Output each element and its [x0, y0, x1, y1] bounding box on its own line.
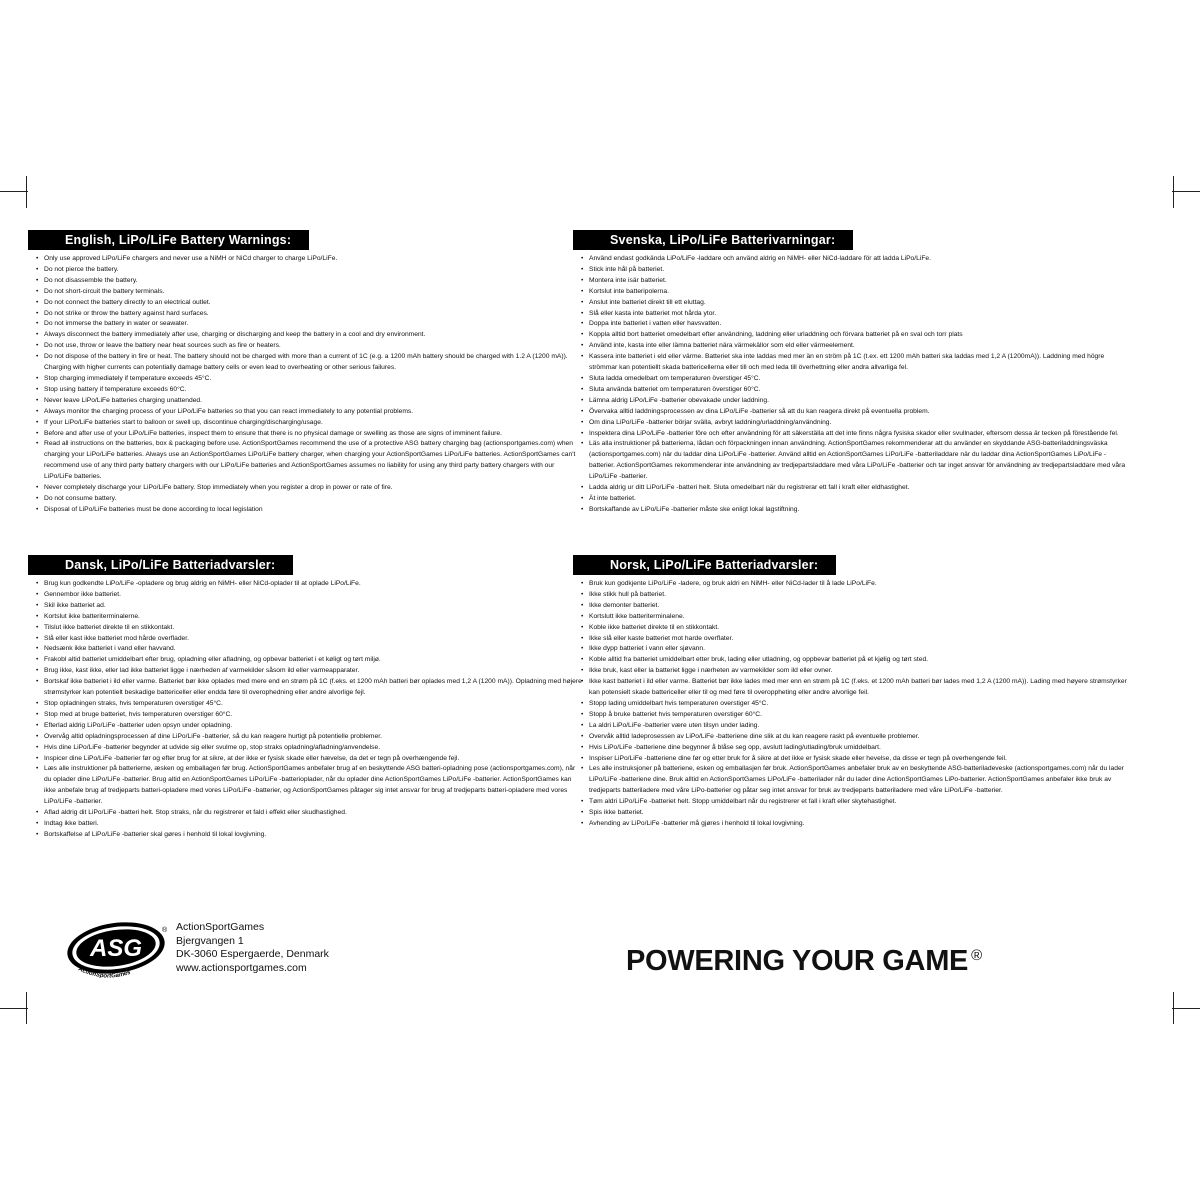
warning-item: • Bortskaf ikke batteriet i ild eller varme. Batteriet bør ikke oplades med mere end en strøm på 1C (f.eks. et 1200 mAh batteri bør oplades med 1,2 A (1200 mA)). Opladning med højere strømstyrker kan potentielt beskadige battericeller eller endda føre til overophedning eller andre alvorlige fejl. [36, 677, 583, 699]
warning-item: • Sluta använda batteriet om temperaturen överstiger 60°C. [581, 385, 1128, 396]
warning-item: • Nedsænk ikke batteriet i vand eller havvand. [36, 644, 583, 655]
warning-item: • Inspicer dine LiPo/LiFe -batterier før og efter brug for at sikre, at der ikke er fysisk skade eller hævelse, da det er tegn på overhængende fejl. [36, 754, 583, 765]
warning-item: • Stop med at bruge batteriet, hvis temperaturen overstiger 60°C. [36, 710, 583, 721]
warning-item: • Inspektera dina LiPo/LiFe -batterier före och efter användning för att säkerställa att det inte finns några fysiska skador eller svullnader, eftersom dessa är tecken på förestående fel. [581, 429, 1128, 440]
warning-item: • Ikke demonter batteriet. [581, 601, 1128, 612]
warning-item: • Bruk kun godkjente LiPo/LiFe -ladere, og bruk aldri en NiMH- eller NiCd-lader til å lade LiPo/LiFe. [581, 579, 1128, 590]
website-link[interactable]: www.actionsportgames.com [176, 961, 307, 974]
warning-item: • Skil ikke batteriet ad. [36, 601, 583, 612]
company-name: ActionSportGames [176, 921, 265, 933]
warning-item: • Les alle instruksjoner på batteriene, esken og emballasjen før bruk. ActionSportGames anbefaler bruk av en beskyttende ASG-batteriladeveske (actionsportgames.com) når du lader LiPo/LiFe -batteriene dine. Bruk alltid en ActionSportGames LiPo/LiFe -batterilader når du lader dine ActionSportGames LiPo-batterier. ActionSportGames anbefaler ikke bruk av tredjeparts batteriladere med våre LiPo-batterier og påtar seg intet ansvar for bruk av tredjeparts batteriladere med våre LiPo/LiFe -batterier. [581, 764, 1128, 797]
warning-list [573, 254, 1128, 516]
warning-item: • Brug kun godkendte LiPo/LiFe -opladere og brug aldrig en NiMH- eller NiCd-oplader til at oplade LiPo/LiFe. [36, 579, 583, 590]
warning-item: • Slå eller kasta inte batteriet mot hårda ytor. [581, 309, 1128, 320]
warning-item: • Stopp lading umiddelbart hvis temperaturen overstiger 45°C. [581, 699, 1128, 710]
asg-logo [64, 918, 170, 978]
warning-item: • Do not connect the battery directly to an electrical outlet. [36, 298, 583, 309]
warning-item: • Montera inte isär batteriet. [581, 276, 1128, 287]
warning-item: • Tøm aldri LiPo/LiFe -batteriet helt. Stopp umiddelbart når du registrerer et fall i kraft eller skytehastighet. [581, 797, 1128, 808]
crop-mark [0, 191, 28, 192]
warning-item: • Do not immerse the battery in water or seawater. [36, 319, 583, 330]
section-title: Svenska, LiPo/LiFe Batterivarningar: [573, 230, 853, 250]
warning-item: • Stick inte hål på batteriet. [581, 265, 1128, 276]
section-title: English, LiPo/LiFe Battery Warnings: [28, 230, 309, 250]
warning-item: • Efterlad aldrig LiPo/LiFe -batterier uden opsyn under opladning. [36, 721, 583, 732]
warning-item: • Ikke kast batteriet i ild eller varme. Batteriet bør ikke lades med mer enn en strøm på 1C (f.eks. et 1200 mAh batteri bør lades med 1,2 A (1200 mA)). Lading med høyere strømstyrker kan potensielt skade battericeller eller til og med føre til overoppheting eller andre alvorlige feil. [581, 677, 1128, 699]
warning-item: • Ikke stikk hull på batteriet. [581, 590, 1128, 601]
section-title: Norsk, LiPo/LiFe Batteriadvarsler: [573, 555, 836, 575]
warning-item: • Doppa inte batteriet i vatten eller havsvatten. [581, 319, 1128, 330]
crop-mark [0, 1008, 28, 1009]
warning-item: • Spis ikke batteriet. [581, 808, 1128, 819]
warning-item: • Do not disassemble the battery. [36, 276, 583, 287]
warning-item: • Avhending av LiPo/LiFe -batterier må gjøres i henhold til lokal lovgivning. [581, 819, 1128, 830]
company-address [176, 921, 329, 975]
warning-item: • Koble alltid fra batteriet umiddelbart etter bruk, lading eller utladning, og oppbevar batteriet på et kjølig og tørt sted. [581, 655, 1128, 666]
warning-item: • Read all instructions on the batteries, box & packaging before use. ActionSportGames recommend the use of a protective ASG battery charging bag (actionsportgames.com) when charging your LiPo/LiFe batteries. Always use an ActionSportGames LiPo/LiFe battery charger, when charging your ActionSportGames LiPo/LiFe batteries. ActionSportGames can't recommend use of any third party battery chargers with our LiPo/LiFe batteries and ActionSportGames assumes no liability for using any third party battery chargers with our LiPo/LiFe batteries. [36, 439, 583, 483]
warning-item: • Never completely discharge your LiPo/LiFe battery. Stop immediately when you register a drop in power or rate of fire. [36, 483, 583, 494]
warning-item: • Slå eller kast ikke batteriet mod hårde overflader. [36, 634, 583, 645]
warning-item: • Bortskaffelse af LiPo/LiFe -batterier skal gøres i henhold til lokal lovgivning. [36, 830, 583, 841]
warning-item: • Koppla alltid bort batteriet omedelbart efter användning, laddning eller urladdning och förvara batteriet på en sval och torr plats [581, 330, 1128, 341]
warning-item: • Do not short-circuit the battery terminals. [36, 287, 583, 298]
warning-list [28, 579, 583, 841]
warning-item: • Do not dispose of the battery in fire or heat. The battery should not be charged with more than a current of 1C (e.g. a 1200 mAh battery should be charged with 1.2 A (1200 mA)). Charging with higher currents can potentially damage battery cells or even lead to overheating or other serious failures. [36, 352, 583, 374]
warning-item: • Ladda aldrig ur ditt LiPo/LiFe -batteri helt. Sluta omedelbart när du registrerar ett fall i kraft eller eldhastighet. [581, 483, 1128, 494]
warning-item: • Bortskaffande av LiPo/LiFe -batterier måste ske enligt lokal lagstiftning. [581, 505, 1128, 516]
tagline [626, 945, 982, 978]
warning-item: • Kortslutt ikke batteriterminalene. [581, 612, 1128, 623]
warning-item: • Använd inte, kasta inte eller lämna batteriet nära värmekällor som eld eller värmeelement. [581, 341, 1128, 352]
warning-item: • Indtag ikke batteri. [36, 819, 583, 830]
warning-item: • Ikke bruk, kast eller la batteriet ligge i nærheten av varmekilder som ild eller ovner. [581, 666, 1128, 677]
tagline-text: POWERING YOUR GAME [626, 945, 969, 977]
warning-item: • Stop opladningen straks, hvis temperaturen overstiger 45°C. [36, 699, 583, 710]
warning-item: • Ät inte batteriet. [581, 494, 1128, 505]
warning-item: • Använd endast godkända LiPo/LiFe -laddare och använd aldrig en NiMH- eller NiCd-laddare för att ladda LiPo/LiFe. [581, 254, 1128, 265]
warning-item: • Tilslut ikke batteriet direkte til en stikkontakt. [36, 623, 583, 634]
warning-item: • Lämna aldrig LiPo/LiFe -batterier obevakade under laddning. [581, 396, 1128, 407]
tagline-reg-mark: ® [971, 947, 982, 964]
warning-item: • Never leave LiPo/LiFe batteries charging unattended. [36, 396, 583, 407]
warning-item: • Stopp å bruke batteriet hvis temperaturen overstiger 60°C. [581, 710, 1128, 721]
warning-item: • Do not strike or throw the battery against hard surfaces. [36, 309, 583, 320]
warning-list [28, 254, 583, 516]
warning-item: • Overvåk alltid ladeprosessen av LiPo/LiFe -batteriene dine slik at du kan reagere raskt på eventuelle problemer. [581, 732, 1128, 743]
warning-item: • Overvåg altid opladningsprocessen af dine LiPo/LiFe -batterier, så du kan reagere hurtigt på potentielle problemer. [36, 732, 583, 743]
warning-item: • Läs alla instruktioner på batterierna, lådan och förpackningen innan användning. ActionSportGames rekommenderar att du använder en skyddande ASG-batteriladdningsväska (actionsportgames.com) när du laddar dina LiPo/LiFe -batterier. Använd alltid en ActionSportGames LiPo/LiFe -batteriladdare när du laddar dina ActionSportGames LiPo/LiFe -batterier. ActionSportGames rekommenderar inte användning av tredjepartsladdare med våra LiPo/LiFe -batterier och tar inget ansvar för användning av tredjepartsladdare med våra LiPo/LiFe -batterier. [581, 439, 1128, 483]
warning-item: • Kortslut inte batteripolerna. [581, 287, 1128, 298]
warning-item: • If your LiPo/LiFe batteries start to balloon or swell up, discontinue charging/discharging/usage. [36, 418, 583, 429]
warning-list [573, 579, 1128, 830]
warning-item: • Stop using battery if temperature exceeds 60°C. [36, 385, 583, 396]
crop-mark [1172, 1008, 1200, 1009]
warning-item: • Do not use, throw or leave the battery near heat sources such as fire or heaters. [36, 341, 583, 352]
logo-text: ASG [89, 935, 143, 962]
warning-item: • Do not consume battery. [36, 494, 583, 505]
warning-item: • Inspiser LiPo/LiFe -batteriene dine før og etter bruk for å sikre at det ikke er fysisk skade eller hevelse, da disse er tegn på overhengende feil. [581, 754, 1128, 765]
warning-item: • Övervaka alltid laddningsprocessen av dina LiPo/LiFe -batterier så att du kan reagera direkt på eventuella problem. [581, 407, 1128, 418]
warning-item: • Always monitor the charging process of your LiPo/LiFe batteries so that you can react immediately to any potential problems. [36, 407, 583, 418]
logo-reg-mark: ® [162, 927, 168, 934]
warning-item: • Only use approved LiPo/LiFe chargers and never use a NiMH or NiCd charger to charge LiPo/LiFe. [36, 254, 583, 265]
section-norwegian [573, 555, 1128, 830]
warning-item: • Hvis LiPo/LiFe -batteriene dine begynner å blåse seg opp, avslutt lading/utlading/bruk umiddelbart. [581, 743, 1128, 754]
warning-item: • Gennembor ikke batteriet. [36, 590, 583, 601]
warning-item: • Læs alle instruktioner på batterierne, æsken og emballagen før brug. ActionSportGames anbefaler brug af en beskyttende ASG batteri-opladning pose (actionsportgames.com), når du oplader dine LiPo/LiFe -batterier. Brug altid en ActionSportGames LiPo/LiFe -batterioplader, når du oplader dine ActionSportGames LiPo/LiFe -batterier. ActionSportGames kan ikke anbefale brug af tredjeparts batteri-opladere med vores LiPo/LiFe -batterier, og ActionSportGames påtager sig intet ansvar for brug af tredjeparts batteri-opladere med vores LiPo/LiFe -batterier. [36, 764, 583, 808]
warning-item: • Sluta ladda omedelbart om temperaturen överstiger 45°C. [581, 374, 1128, 385]
warning-item: • La aldri LiPo/LiFe -batterier være uten tilsyn under lading. [581, 721, 1128, 732]
warning-item: • Disposal of LiPo/LiFe batteries must be done according to local legislation [36, 505, 583, 516]
warning-item: • Kortslut ikke batteriterminalerne. [36, 612, 583, 623]
crop-mark [26, 176, 27, 208]
warning-item: • Ikke dypp batteriet i vann eller sjøvann. [581, 644, 1128, 655]
warning-item: • Always disconnect the battery immediately after use, charging or discharging and keep the battery in a cool and dry environment. [36, 330, 583, 341]
warning-item: • Koble ikke batteriet direkte til en stikkontakt. [581, 623, 1128, 634]
warning-item: • Do not pierce the battery. [36, 265, 583, 276]
section-title: Dansk, LiPo/LiFe Batteriadvarsler: [28, 555, 293, 575]
warning-item: • Om dina LiPo/LiFe -batterier börjar svälla, avbryt laddning/urladdning/användning. [581, 418, 1128, 429]
warning-item: • Brug ikke, kast ikke, eller lad ikke batteriet ligge i nærheden af varmekilder såsom ild eller varmeapparater. [36, 666, 583, 677]
warning-item: • Hvis dine LiPo/LiFe -batterier begynder at udvide sig eller svulme op, stop straks opladning/afladning/anvendelse. [36, 743, 583, 754]
section-swedish [573, 230, 1128, 516]
section-danish [28, 555, 583, 841]
street-address: Bjergvangen 1 [176, 934, 244, 947]
crop-mark [1172, 191, 1200, 192]
warning-item: • Aflad aldrig dit LiPo/LiFe -batteri helt. Stop straks, når du registrerer et fald i effekt eller skudhastighed. [36, 808, 583, 819]
warning-item: • Before and after use of your LiPo/LiFe batteries, inspect them to ensure that there is no physical damage or swelling as those are signs of imminent failure. [36, 429, 583, 440]
warning-item: • Kassera inte batteriet i eld eller värme. Batteriet ska inte laddas med mer än en ström på 1C (t.ex. ett 1200 mAh batteri ska laddas med 1,2 A (1200mA)). Laddning med högre strömmar kan potentiellt skada battericellerna eller till och med leda till överhettning eller andra allvarliga fel. [581, 352, 1128, 374]
warning-item: • Stop charging immediately if temperature exceeds 45°C. [36, 374, 583, 385]
crop-mark [1173, 176, 1174, 208]
warning-item: • Ikke slå eller kaste batteriet mot harde overflater. [581, 634, 1128, 645]
city-address: DK-3060 Espergaerde, Denmark [176, 948, 329, 961]
logo-arc-text: ActionSportGames [77, 966, 132, 978]
warning-item: • Anslut inte batteriet direkt till ett eluttag. [581, 298, 1128, 309]
warning-item: • Frakobl altid batteriet umiddelbart efter brug, opladning eller afladning, og opbevar batteriet i et køligt og tørt miljø. [36, 655, 583, 666]
section-english [28, 230, 583, 516]
